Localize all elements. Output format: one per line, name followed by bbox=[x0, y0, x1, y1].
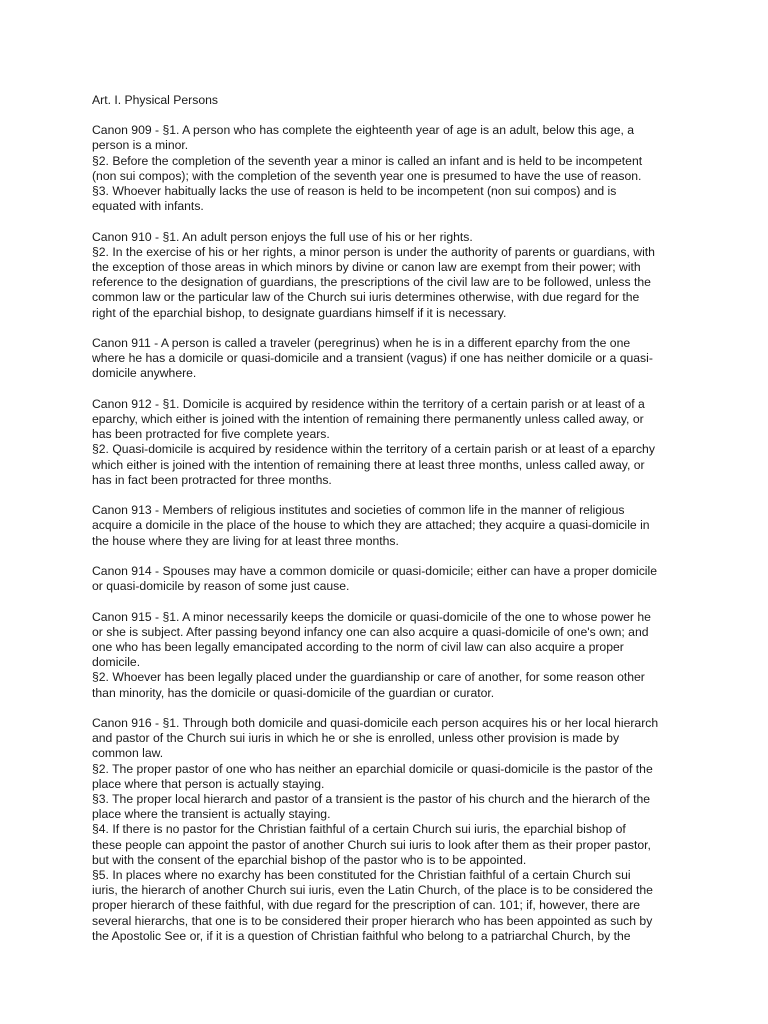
text-line: §2. Whoever has been legally placed under the guardianship or care of another, for some reason other bbox=[92, 670, 645, 685]
text-line: §2. In the exercise of his or her rights, a minor person is under the authority of parents or guardians, with bbox=[92, 244, 655, 259]
text-line: Canon 914 - Spouses may have a common domicile or quasi-domicile; either can have a proper domicile bbox=[92, 564, 657, 579]
text-line: §2. Before the completion of the seventh year a minor is called an infant and is held to be incompetent bbox=[92, 153, 643, 168]
document-body bbox=[92, 93, 684, 959]
text-line: Canon 911 - A person is called a traveler (peregrinus) when he is in a different eparchy from the one bbox=[92, 336, 631, 351]
text-line: but with the consent of the eparchial bishop of the pastor who is to be appointed. bbox=[92, 852, 527, 867]
canon-paragraph bbox=[92, 336, 684, 382]
text-line: eparchy, which either is joined with the intention of remaining there permanently unless called away, or bbox=[92, 412, 644, 427]
text-line: the Apostolic See or, if it is a question of Christian faithful who belong to a patriarchal Church, by the bbox=[92, 928, 631, 943]
text-line: or quasi-domicile by reason of some just cause. bbox=[92, 579, 350, 594]
text-line: the exception of those areas in which minors by divine or canon law are exempt from their power; with bbox=[92, 260, 641, 275]
text-line: place where that person is actually staying. bbox=[92, 776, 325, 791]
canon-paragraph bbox=[92, 610, 684, 701]
text-line: equated with infants. bbox=[92, 199, 204, 214]
text-line: (non sui compos); with the completion of the seventh year one is presumed to have the use of reason. bbox=[92, 168, 642, 183]
text-line: person is a minor. bbox=[92, 138, 189, 153]
text-line: §3. Whoever habitually lacks the use of reason is held to be incompetent (non sui compos) and is bbox=[92, 184, 617, 199]
text-line: where he has a domicile or quasi-domicile and a transient (vagus) if one has neither domicile or a quasi- bbox=[92, 351, 653, 366]
text-line: Canon 913 - Members of religious institutes and societies of common life in the manner of religious bbox=[92, 503, 625, 518]
text-line: §3. The proper local hierarch and pastor of a transient is the pastor of his church and the hierarch of the bbox=[92, 792, 651, 807]
text-line: one who has been legally emancipated according to the norm of civil law can also acquire a proper bbox=[92, 640, 624, 655]
canon-paragraph bbox=[92, 397, 684, 488]
text-line: §2. The proper pastor of one who has neither an eparchial domicile or quasi-domicile is the pastor of the bbox=[92, 761, 653, 776]
text-line: has in fact been protracted for three months. bbox=[92, 472, 332, 487]
text-line: Canon 916 - §1. Through both domicile and quasi-domicile each person acquires his or her local hierarch bbox=[92, 716, 659, 731]
text-line: and pastor of the Church sui iuris in which he or she is enrolled, unless other provision is made by bbox=[92, 731, 620, 746]
text-line: has been protracted for five complete years. bbox=[92, 427, 330, 442]
canon-paragraph bbox=[92, 230, 684, 321]
canon-paragraph bbox=[92, 123, 684, 214]
text-line: acquire a domicile in the place of the house to which they are attached; they acquire a quasi-domicile in bbox=[92, 518, 650, 533]
text-line: or she is subject. After passing beyond infancy one can also acquire a quasi-domicile of one's own; and bbox=[92, 624, 649, 639]
text-line: §2. Quasi-domicile is acquired by residence within the territory of a certain parish or at least of a eparchy bbox=[92, 442, 655, 457]
text-line: the house where they are living for at least three months. bbox=[92, 533, 399, 548]
text-line: iuris, the hierarch of another Church sui iuris, even the Latin Church, of the place is to be considered the bbox=[92, 883, 653, 898]
text-line: right of the eparchial bishop, to designate guardians himself if it is necessary. bbox=[92, 305, 507, 320]
text-line: reference to the designation of guardians, the prescriptions of the civil law are to be followed, unless the bbox=[92, 275, 651, 290]
text-line: Canon 909 - §1. A person who has complete the eighteenth year of age is an adult, below this age, a bbox=[92, 123, 635, 138]
text-line: which either is joined with the intention of remaining there at least three months, unless called away, or bbox=[92, 457, 645, 472]
text-line: §4. If there is no pastor for the Christian faithful of a certain Church sui iuris, the eparchial bishop of bbox=[92, 822, 626, 837]
text-line: Canon 910 - §1. An adult person enjoys the full use of his or her rights. bbox=[92, 229, 473, 244]
text-line: common law. bbox=[92, 746, 164, 761]
text-line: Canon 912 - §1. Domicile is acquired by residence within the territory of a certain parish or at least of a bbox=[92, 396, 645, 411]
text-line: proper hierarch of these faithful, with due regard for the prescription of can. 101; if, however, there are bbox=[92, 898, 641, 913]
text-line: place where the transient is actually staying. bbox=[92, 807, 331, 822]
text-line: these people can appoint the pastor of another Church sui iuris to look after them as their proper pastor, bbox=[92, 837, 651, 852]
text-line: common law or the particular law of the Church sui iuris determines otherwise, with due regard for the bbox=[92, 290, 640, 305]
text-line: domicile anywhere. bbox=[92, 366, 197, 381]
canon-paragraph bbox=[92, 564, 684, 594]
article-heading: Art. I. Physical Persons bbox=[92, 93, 218, 107]
text-line: Canon 915 - §1. A minor necessarily keeps the domicile or quasi-domicile of the one to whose power he bbox=[92, 609, 651, 624]
text-line: domicile. bbox=[92, 655, 141, 670]
text-line: §5. In places where no exarchy has been constituted for the Christian faithful of a certain Church sui bbox=[92, 868, 631, 883]
canon-paragraph bbox=[92, 503, 684, 549]
text-line: several hierarchs, that one is to be considered their proper hierarch who has been appointed as such by bbox=[92, 913, 653, 928]
canon-paragraph bbox=[92, 716, 684, 944]
canon-list bbox=[92, 123, 684, 944]
text-line: than minority, has the domicile or quasi-domicile of the guardian or curator. bbox=[92, 685, 495, 700]
